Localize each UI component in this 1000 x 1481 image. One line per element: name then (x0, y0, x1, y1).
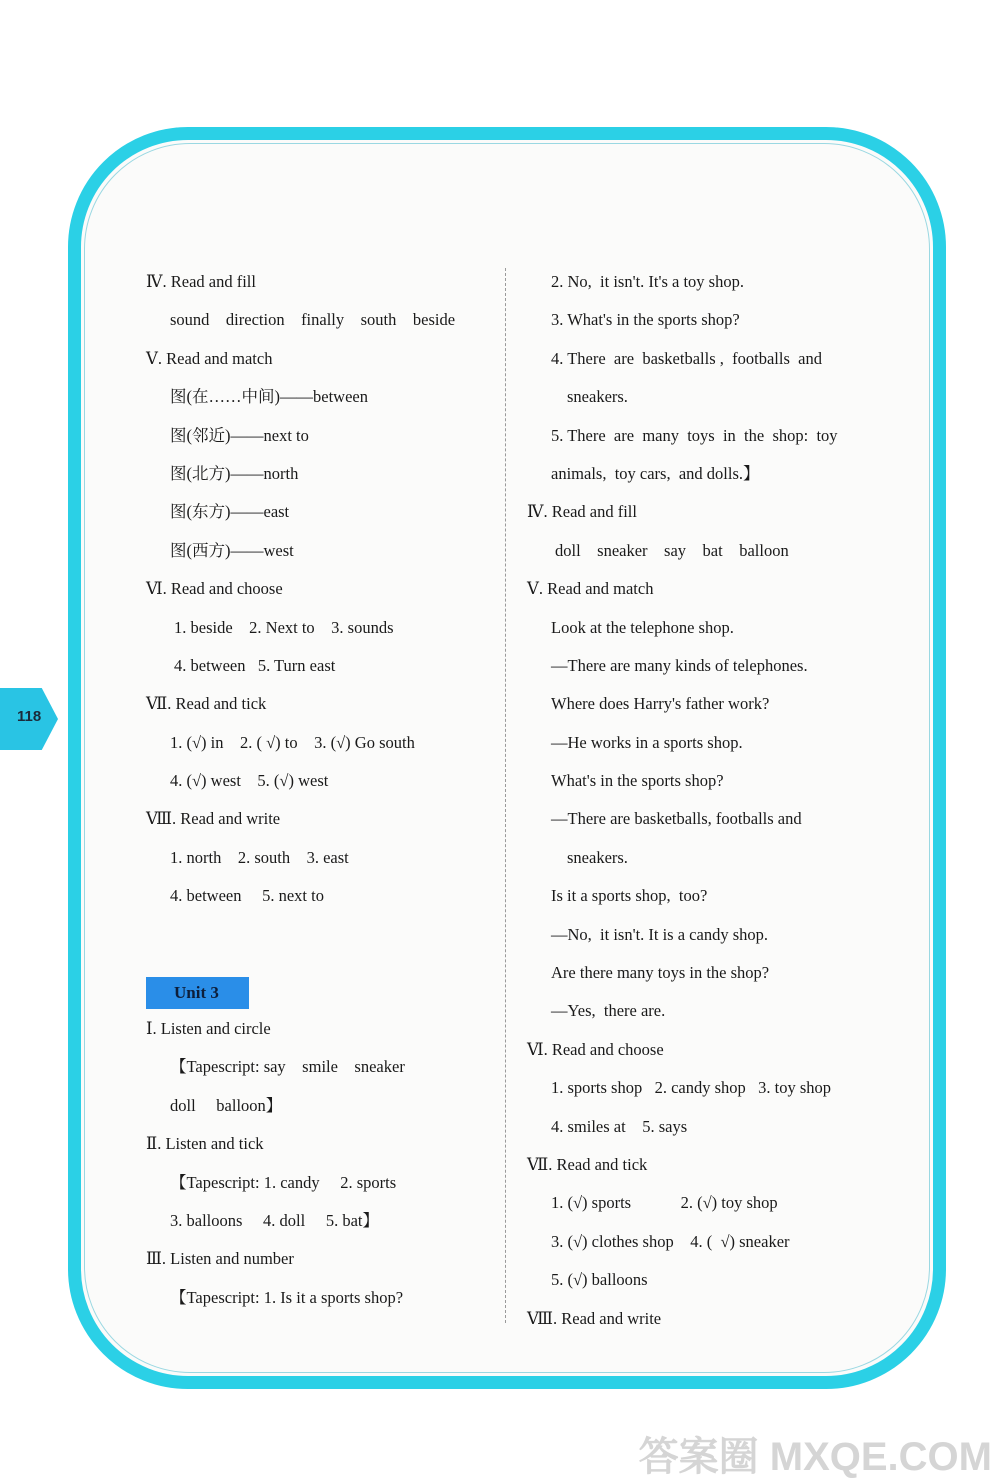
unit-heading-row (146, 961, 501, 1017)
answer-line: sneakers. (567, 387, 628, 407)
section-heading: Ⅲ. Listen and number (146, 1249, 294, 1269)
section-heading: Ⅶ. Read and tick (146, 694, 267, 714)
tapescript-line: 3. balloons 4. doll 5. bat】 (170, 1210, 379, 1230)
tapescript-line: 【Tapescript: 1. Is it a sports shop? (170, 1287, 404, 1307)
answer-line: 图(邻近)——next to (170, 425, 309, 445)
word-bank: doll sneaker say bat balloon (555, 540, 789, 560)
answer-line: 图(东方)——east (170, 502, 290, 522)
watermark: 答案圈 MXQE.COM (638, 1435, 992, 1479)
tapescript-line: 【Tapescript: say smile sneaker (170, 1057, 405, 1077)
answer-line: 1. sports shop 2. candy shop 3. toy shop (551, 1078, 832, 1098)
section-heading: Ⅳ. Read and fill (527, 502, 637, 522)
answer-line: 3. What's in the sports shop? (551, 310, 740, 330)
column-divider (505, 268, 506, 1323)
answer-line: 5. (√) balloons (551, 1270, 648, 1290)
answer-line: 1. (√) sports 2. (√) toy shop (551, 1193, 778, 1213)
answer-line: sneakers. (567, 847, 628, 867)
answer-line: 1. north 2. south 3. east (170, 847, 349, 867)
section-heading: Ⅱ. Listen and tick (146, 1134, 264, 1154)
tapescript-line: 【Tapescript: 1. candy 2. sports (170, 1172, 397, 1192)
section-heading: Ⅶ. Read and tick (527, 1154, 648, 1174)
word-bank: sound direction finally south beside (170, 310, 456, 330)
page-number: 118 (17, 708, 42, 725)
right-column (527, 270, 892, 1345)
answer-line: 2. No, it isn't. It's a toy shop. (551, 272, 744, 291)
answer-line: 5. There are many toys in the shop: toy (551, 425, 838, 445)
answer-line: 图(在……中间)——between (170, 387, 368, 407)
section-heading: Ⅰ. Listen and circle (146, 1019, 271, 1039)
section-heading: Ⅷ. Read and write (146, 809, 281, 829)
unit-heading: Unit 3 (146, 977, 249, 1009)
answer-line: 4. between 5. Turn east (174, 655, 336, 675)
answer-line: 4. between 5. next to (170, 886, 324, 906)
answer-line: 4. There are basketballs , footballs and (551, 348, 822, 368)
section-heading: Ⅵ. Read and choose (527, 1039, 664, 1059)
answer-line: Are there many toys in the shop? (551, 963, 770, 983)
answer-line: 4. (√) west 5. (√) west (170, 771, 329, 791)
answer-line: animals, toy cars, and dolls.】 (551, 463, 760, 483)
tapescript-line: doll balloon】 (170, 1095, 283, 1115)
answer-line: 图(西方)——west (170, 540, 294, 560)
left-column (146, 270, 501, 1324)
answer-line: —Yes, there are. (551, 1001, 666, 1021)
answer-line: Look at the telephone shop. (551, 617, 734, 637)
answer-line: 1. beside 2. Next to 3. sounds (174, 617, 394, 637)
answer-line: Is it a sports shop, too? (551, 886, 708, 906)
answer-line: —No, it isn't. It is a candy shop. (551, 924, 768, 944)
answer-line: What's in the sports shop? (551, 771, 724, 791)
answer-line: —There are basketballs, footballs and (551, 809, 802, 829)
spacer (146, 923, 501, 961)
section-heading: Ⅴ. Read and match (146, 348, 273, 368)
section-heading: Ⅵ. Read and choose (146, 579, 283, 599)
answer-line: —There are many kinds of telephones. (551, 655, 808, 675)
section-heading: Ⅳ. Read and fill (146, 272, 256, 291)
answer-line: —He works in a sports shop. (551, 732, 743, 752)
section-heading: Ⅴ. Read and match (527, 579, 654, 599)
answer-line: 图(北方)——north (170, 463, 299, 483)
answer-line: 3. (√) clothes shop 4. ( √) sneaker (551, 1231, 790, 1251)
section-heading: Ⅷ. Read and write (527, 1308, 662, 1328)
answer-line: 4. smiles at 5. says (551, 1116, 688, 1136)
answer-line: Where does Harry's father work? (551, 694, 770, 714)
answer-line: 1. (√) in 2. ( √) to 3. (√) Go south (170, 732, 415, 752)
